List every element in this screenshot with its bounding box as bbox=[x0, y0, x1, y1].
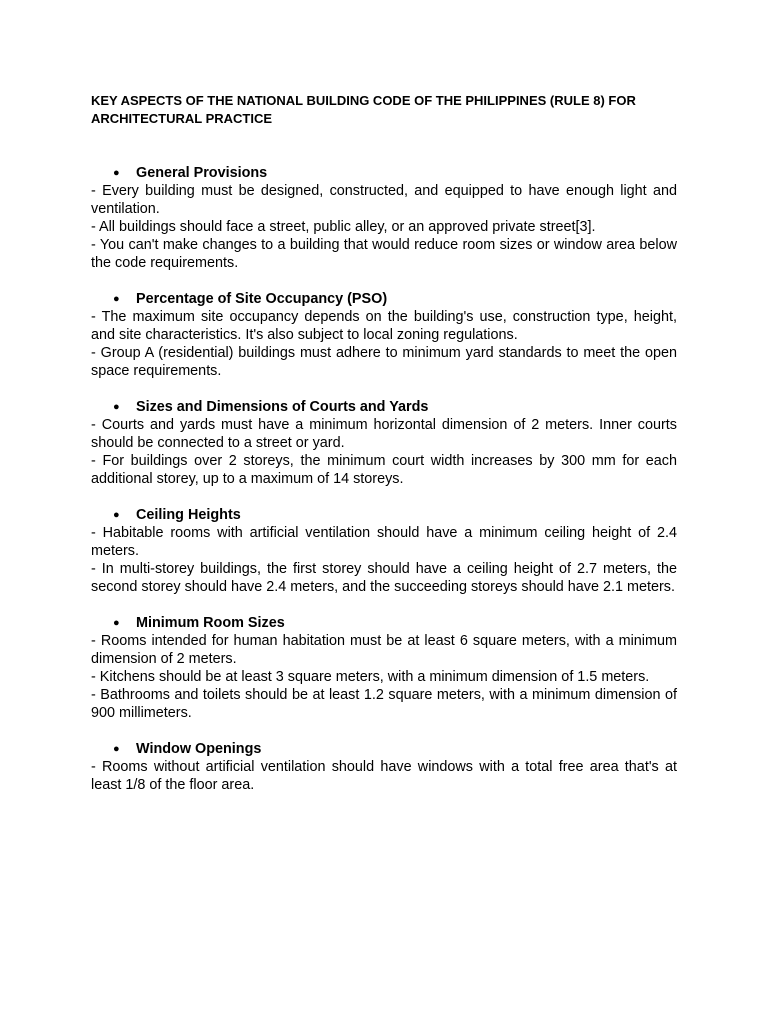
paragraph: - Rooms without artificial ventilation should have windows with a total free area that's at least 1/8 of the floor area. bbox=[91, 759, 677, 793]
paragraph: - In multi-storey buildings, the first storey should have a ceiling height of 2.7 meters, the second storey should have 2.4 meters, and the succeeding storeys should have 2.1 meters. bbox=[91, 561, 677, 595]
paragraph: - You can't make changes to a building that would reduce room sizes or window area below the code requirements. bbox=[91, 237, 677, 271]
document-page bbox=[91, 92, 677, 812]
section-heading bbox=[91, 614, 677, 632]
bullet-icon: ● bbox=[113, 401, 120, 413]
section-general-provisions bbox=[91, 164, 677, 272]
paragraph: - Every building must be designed, constructed, and equipped to have enough light and ventilation. bbox=[91, 183, 677, 217]
section-heading-text: Ceiling Heights bbox=[136, 507, 241, 523]
section-site-occupancy bbox=[91, 290, 677, 380]
paragraph: - All buildings should face a street, public alley, or an approved private street[3]. bbox=[91, 219, 596, 235]
paragraph: - Courts and yards must have a minimum horizontal dimension of 2 meters. Inner courts should be connected to a street or yard. bbox=[91, 417, 677, 451]
paragraph: - Bathrooms and toilets should be at least 1.2 square meters, with a minimum dimension of 900 millimeters. bbox=[91, 687, 677, 721]
section-heading bbox=[91, 740, 677, 758]
section-heading bbox=[91, 290, 677, 308]
section-heading-text: Window Openings bbox=[136, 741, 262, 757]
paragraph: - The maximum site occupancy depends on the building's use, construction type, height, and site characteristics. It's also subject to local zoning regulations. bbox=[91, 309, 677, 343]
paragraph: - Habitable rooms with artificial ventilation should have a minimum ceiling height of 2.4 meters. bbox=[91, 525, 677, 559]
bullet-icon: ● bbox=[113, 617, 120, 629]
paragraph: - Kitchens should be at least 3 square meters, with a minimum dimension of 1.5 meters. bbox=[91, 669, 650, 685]
section-ceiling-heights bbox=[91, 506, 677, 596]
section-minimum-room-sizes bbox=[91, 614, 677, 722]
bullet-icon: ● bbox=[113, 743, 120, 755]
bullet-icon: ● bbox=[113, 509, 120, 521]
section-courts-and-yards bbox=[91, 398, 677, 488]
section-heading bbox=[91, 398, 677, 416]
section-heading-text: Sizes and Dimensions of Courts and Yards bbox=[136, 399, 429, 415]
section-heading-text: Percentage of Site Occupancy (PSO) bbox=[136, 291, 388, 307]
document-title: KEY ASPECTS OF THE NATIONAL BUILDING CODE OF THE PHILIPPINES (RULE 8) FOR ARCHITECTURAL PRACTICE bbox=[91, 93, 636, 126]
section-window-openings bbox=[91, 740, 677, 794]
paragraph: - Group A (residential) buildings must adhere to minimum yard standards to meet the open space requirements. bbox=[91, 345, 677, 379]
section-heading bbox=[91, 164, 677, 182]
paragraph: - Rooms intended for human habitation must be at least 6 square meters, with a minimum dimension of 2 meters. bbox=[91, 633, 677, 667]
paragraph: - For buildings over 2 storeys, the minimum court width increases by 300 mm for each additional storey, up to a maximum of 14 storeys. bbox=[91, 453, 677, 487]
section-heading-text: Minimum Room Sizes bbox=[136, 615, 285, 631]
bullet-icon: ● bbox=[113, 167, 120, 179]
section-heading bbox=[91, 506, 677, 524]
bullet-icon: ● bbox=[113, 293, 120, 305]
section-heading-text: General Provisions bbox=[136, 165, 268, 181]
